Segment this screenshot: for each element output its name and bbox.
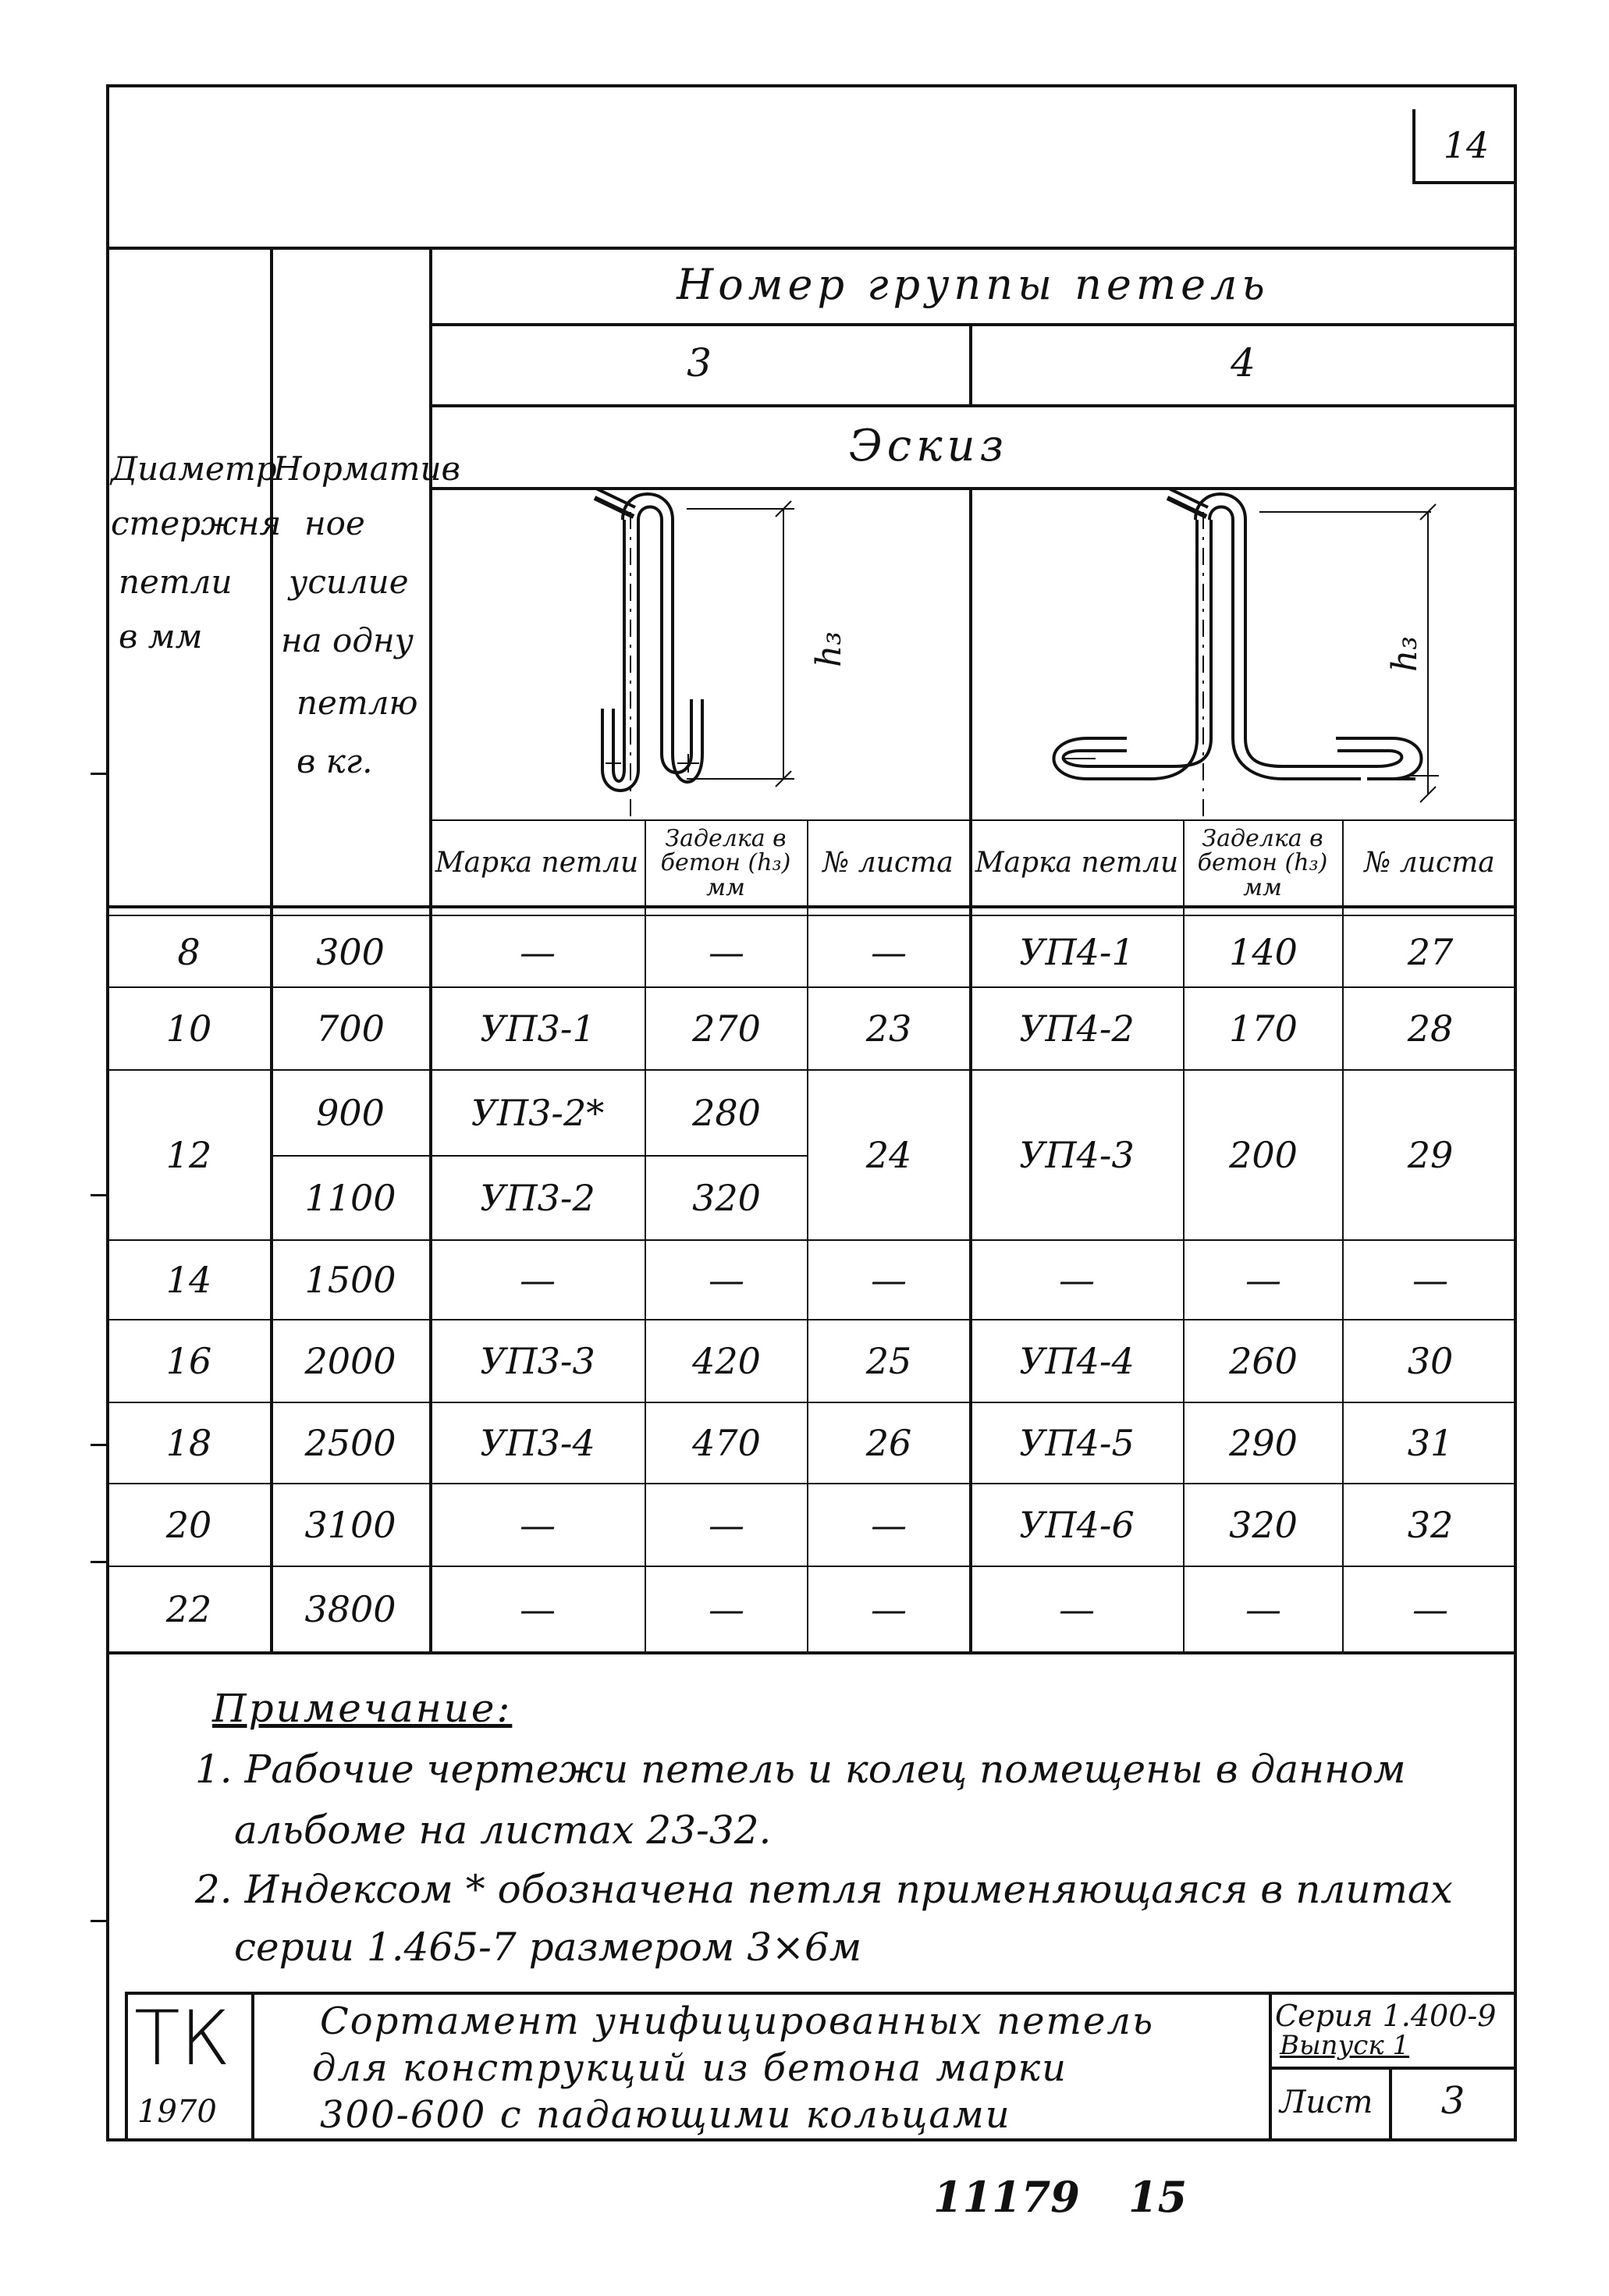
row-embed4: 200 (1229, 1134, 1298, 1176)
row-force: 2500 (304, 1422, 396, 1464)
row-sheet3: 23 (865, 1008, 912, 1050)
row-embed3: 470 (692, 1422, 761, 1464)
row-mark4: УП4-5 (1019, 1422, 1135, 1464)
note-line-3: 2. Индексом * обозначена петля применяющаяся в плитах (195, 1867, 1453, 1912)
row-embed4: 290 (1229, 1422, 1298, 1464)
row-mark4: УП4-4 (1019, 1340, 1135, 1382)
row-embed3: 420 (692, 1340, 761, 1382)
row-mark4: — (1059, 1259, 1095, 1301)
row-mark4: УП4-1 (1019, 931, 1135, 973)
sketch-label: Эскиз (848, 421, 1009, 471)
group-title: Номер группы петель (677, 260, 1270, 309)
note-line-4: серии 1.465-7 размером 3×6м (234, 1925, 862, 1970)
row-diameter: 14 (165, 1259, 212, 1301)
header-line (429, 404, 1517, 407)
row-sheet3: — (871, 931, 907, 973)
row-sheet4: 31 (1407, 1422, 1454, 1464)
row-embed4: 140 (1229, 931, 1298, 973)
diameter-header-1: Диаметр (111, 450, 277, 488)
row-force: 3800 (304, 1588, 396, 1630)
row-sheet4: 32 (1407, 1504, 1454, 1546)
row-sheet4: 30 (1407, 1340, 1454, 1382)
row-diameter: 18 (165, 1422, 212, 1464)
stamp-sheet-line (1269, 2067, 1517, 2070)
diameter-header-3: петли (119, 563, 233, 601)
row-sheet4: — (1412, 1259, 1448, 1301)
margin-tick (91, 1920, 108, 1922)
row-embed3: — (709, 1504, 744, 1546)
row-diameter: 10 (165, 1008, 212, 1050)
row-embed3: — (709, 1259, 744, 1301)
stamp-issue: Выпуск 1 (1280, 2030, 1410, 2061)
row-embed4: — (1245, 1588, 1281, 1630)
row-force: 300 (316, 931, 385, 973)
force-header-2: ное (304, 504, 365, 542)
stamp-title-3: 300-600 с падающими кольцами (320, 2093, 1011, 2137)
row-mark3: УП3-2 (480, 1177, 595, 1219)
loop-sketch-group3 (429, 489, 968, 818)
row-sheet4: 28 (1407, 1008, 1454, 1050)
row-embed3: — (709, 1588, 744, 1630)
tk-logo: ТК (134, 1995, 231, 2082)
footer-num: 15 (1128, 2172, 1188, 2222)
row-diameter: 20 (165, 1504, 212, 1546)
stamp-title-2: для конструкций из бетона марки (312, 2046, 1068, 2090)
row-mark3: — (520, 931, 556, 973)
row-embed4: 260 (1229, 1340, 1298, 1382)
stamp-title-1: Сортамент унифицированных петель (320, 1999, 1155, 2043)
force-header-3: усилие (289, 563, 409, 601)
subcol-sheet-4: № листа (1364, 847, 1495, 880)
stamp-top-line (125, 1992, 1517, 1995)
row-force: 900 (316, 1092, 385, 1134)
subcol-embed-4: Заделка в бетон (h₃) мм (1197, 824, 1328, 901)
group-4-label: 4 (1231, 340, 1256, 386)
row-mark4: УП4-3 (1019, 1134, 1135, 1176)
row-sheet3: — (871, 1259, 907, 1301)
row-diameter: 8 (177, 931, 201, 973)
row-embed3: 280 (692, 1092, 761, 1134)
stamp-sheet-label: Лист (1280, 2085, 1373, 2120)
row-force: 1100 (304, 1177, 396, 1219)
footer-code: 11179 (933, 2172, 1080, 2222)
note-line-2: альбоме на листах 23-32. (234, 1807, 772, 1853)
row-sheet3: — (871, 1588, 907, 1630)
stamp-left-line (125, 1992, 128, 2141)
sketch3-dim-label: h₃ (808, 631, 849, 667)
row-mark3: УП3-3 (480, 1340, 595, 1382)
force-header-1: Норматив (273, 450, 460, 488)
header-line (429, 323, 1517, 326)
group-3-label: 3 (687, 340, 712, 386)
row-mark3: — (520, 1259, 556, 1301)
row-diameter: 22 (165, 1588, 212, 1630)
row-sheet4: 27 (1407, 931, 1454, 973)
row-diameter: 16 (165, 1340, 212, 1382)
diameter-header-2: стержня (111, 504, 282, 542)
row-mark4: — (1059, 1588, 1095, 1630)
table-top-line (106, 247, 1517, 250)
force-header-5: петлю (297, 684, 418, 722)
sketch4-dim-label: h₃ (1384, 636, 1425, 672)
force-header-6: в кг. (297, 742, 373, 780)
row-sheet3: 25 (865, 1340, 912, 1382)
row-embed4: 320 (1229, 1504, 1298, 1546)
stamp-logo-divider (251, 1992, 254, 2141)
stamp-sheet-num: 3 (1440, 2079, 1465, 2123)
loop-sketch-group4 (971, 489, 1515, 818)
row-force: 2000 (304, 1340, 396, 1382)
margin-tick (91, 1561, 108, 1563)
row-force: 1500 (304, 1259, 396, 1301)
row-mark4: УП4-2 (1019, 1008, 1135, 1050)
row-embed4: — (1245, 1259, 1281, 1301)
row-sheet4: — (1412, 1588, 1448, 1630)
row-sheet3: — (871, 1504, 907, 1546)
page-number: 14 (1412, 109, 1517, 184)
table-bottom-line (106, 1651, 1517, 1654)
row-mark3: УП3-2* (471, 1092, 605, 1134)
note-line-1: 1. Рабочие чертежи петель и колец помещены в данном (195, 1747, 1406, 1792)
row-mark3: — (520, 1504, 556, 1546)
margin-tick (91, 1444, 108, 1446)
row-sheet3: 26 (865, 1422, 912, 1464)
row-embed4: 170 (1229, 1008, 1298, 1050)
margin-tick (91, 1194, 108, 1196)
subcol-mark-4: Марка петли (975, 847, 1179, 880)
stamp-series: Серия 1.400-9 (1275, 1999, 1497, 2033)
diameter-header-4: в мм (119, 617, 203, 656)
subcol-mark-3: Марка петли (435, 847, 639, 880)
header-bottom-line (106, 905, 1517, 908)
row-force: 700 (316, 1008, 385, 1050)
notes-title: Примечание: (212, 1686, 513, 1731)
subcol-sheet-3: № листа (822, 847, 954, 880)
subcol-embed-3: Заделка в бетон (h₃) мм (660, 824, 791, 901)
force-header-4: на одну (281, 621, 414, 659)
row-mark3: УП3-1 (480, 1008, 595, 1050)
row-mark3: УП3-4 (480, 1422, 595, 1464)
stamp-sheet-divider (1389, 2067, 1392, 2141)
row-force: 3100 (304, 1504, 396, 1546)
row-sheet3: 24 (865, 1134, 912, 1176)
row-embed3: 270 (692, 1008, 761, 1050)
stamp-year: 1970 (137, 2094, 217, 2130)
header-bottom-line-2 (106, 915, 1517, 916)
margin-tick (91, 773, 108, 775)
header-split (969, 323, 972, 404)
row-sheet4: 29 (1407, 1134, 1454, 1176)
row-mark4: УП4-6 (1019, 1504, 1135, 1546)
row-mark3: — (520, 1588, 556, 1630)
row-embed3: — (709, 931, 744, 973)
sketch-bottom-line (429, 819, 1517, 821)
row-embed3: 320 (692, 1177, 761, 1219)
row-diameter: 12 (165, 1134, 212, 1176)
